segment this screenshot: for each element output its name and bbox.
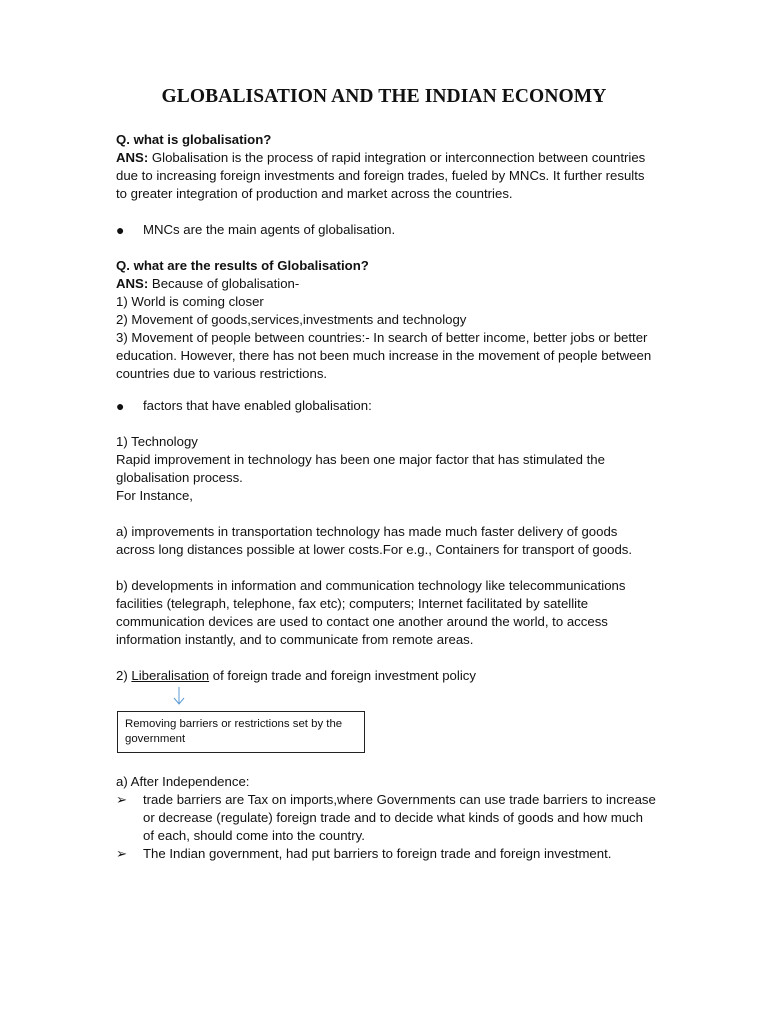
document-body [116, 131, 656, 863]
result-point: 2) Movement of goods,services,investments and technology [116, 312, 467, 327]
liberalisation-heading [116, 667, 656, 685]
bullet-mncs-text: MNCs are the main agents of globalisation. [143, 222, 396, 237]
liberalisation-word: Liberalisation [131, 668, 210, 683]
bullet-dot-icon: ● [116, 398, 125, 414]
arrow-bullet-icon: ➢ [116, 792, 128, 807]
bullet-mncs [116, 221, 656, 239]
list-item [116, 845, 656, 863]
list-item [116, 791, 656, 845]
question-2: Q. what are the results of Globalisation? [116, 258, 369, 273]
bullet-factors-text: factors that have enabled globalisation: [143, 398, 372, 413]
bullet-factors [116, 397, 656, 415]
definition-box: Removing barriers or restrictions set by the government [117, 711, 365, 753]
technology-point-a: a) improvements in transportation technology has made much faster delivery of goods across long distances possible at lower costs.For e.g., Containers for transport of goods. [116, 524, 633, 557]
result-point: 3) Movement of people between countries:- In search of better income, better jobs or better education. However, there has not been much increase in the movement of people between countries due to various restrictions. [116, 330, 652, 381]
technology-body: Rapid improvement in technology has been one major factor that has stimulated the globalisation process. [116, 452, 605, 485]
answer-2-label: ANS: [116, 276, 149, 291]
answer-1-label: ANS: [116, 150, 149, 165]
liberalisation-prefix: 2) [116, 668, 132, 683]
arrow-bullet-icon: ➢ [116, 846, 128, 861]
answer-1-text: Globalisation is the process of rapid integration or interconnection between countries due to increasing foreign investments and foreign trades, fueled by MNCs. It further results to greater integration of production and market across the countries. [116, 150, 646, 201]
technology-heading: 1) Technology [116, 434, 198, 449]
answer-1 [116, 149, 656, 203]
list-item-text: The Indian government, had put barriers to foreign trade and foreign investment. [143, 846, 612, 861]
liberalisation-suffix: of foreign trade and foreign investment policy [209, 668, 476, 683]
answer-2-intro: Because of globalisation- [148, 276, 300, 291]
page-title: GLOBALISATION AND THE INDIAN ECONOMY [161, 86, 607, 107]
down-arrow-icon [116, 685, 656, 707]
technology-instance: For Instance, [116, 488, 193, 503]
technology-point-b: b) developments in information and communication technology like telecommunications facilities (telegraph, telephone, fax etc); computers; Internet facilitated by satellite communication devices are used to contact one another around the world, to access information instantly, and to communicate from remote areas. [116, 578, 626, 647]
result-point: 1) World is coming closer [116, 294, 264, 309]
bullet-dot-icon: ● [116, 222, 125, 238]
list-item-text: trade barriers are Tax on imports,where Governments can use trade barriers to increase or decrease (regulate) foreign trade and to decide what kinds of goods and how much of each, should come into the country. [143, 792, 656, 843]
after-independence-heading: a) After Independence: [116, 774, 250, 789]
answer-2 [116, 275, 656, 293]
question-1: Q. what is globalisation? [116, 132, 272, 147]
